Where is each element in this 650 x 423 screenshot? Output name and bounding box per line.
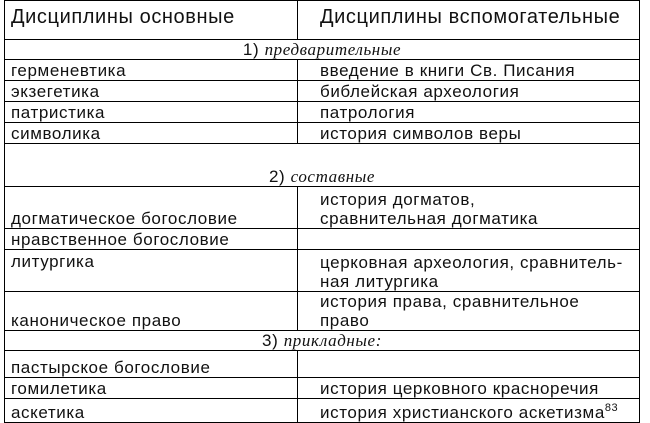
aux-line: сравнительная догматика — [320, 209, 539, 228]
main-discipline-cell: нравственное богословие — [5, 229, 298, 250]
aux-text: история христианского аскетизма — [320, 403, 605, 422]
table-row — [5, 250, 640, 292]
section-title: прикладные — [283, 331, 376, 350]
aux-discipline-cell — [298, 351, 640, 378]
aux-discipline-cell: история символов веры — [298, 123, 640, 144]
table-row — [5, 187, 640, 229]
main-discipline-cell: символика — [5, 123, 298, 144]
section-number: 3) — [262, 331, 279, 350]
aux-line: церковная археология, сравнитель- — [320, 253, 623, 272]
main-discipline-cell: патристика — [5, 102, 298, 123]
footnote-marker: 83 — [604, 402, 619, 414]
table-row — [5, 81, 640, 102]
aux-discipline-cell: библейская археология — [298, 81, 640, 102]
main-discipline-cell: аскетика — [5, 399, 298, 423]
main-discipline-cell: герменевтика — [5, 60, 298, 81]
table-row — [5, 399, 640, 423]
table-row — [5, 102, 640, 123]
section-number: 2) — [268, 167, 286, 186]
section-number: 1) — [242, 40, 260, 59]
main-discipline-cell: догматическое богословие — [5, 187, 298, 229]
table-row — [5, 60, 640, 81]
main-discipline-cell: экзегетика — [5, 81, 298, 102]
aux-line: история догматов, — [320, 190, 476, 209]
table-row — [5, 123, 640, 144]
aux-discipline-cell: введение в книги Св. Писания — [298, 60, 640, 81]
table-row — [5, 292, 640, 331]
section-title: составные — [290, 167, 376, 186]
header-main-disciplines: Дисциплины основные — [5, 1, 298, 40]
aux-discipline-cell: история церковного красноречия — [298, 378, 640, 399]
section-heading-applied — [5, 331, 640, 351]
header-row — [5, 1, 640, 40]
aux-discipline-cell — [298, 229, 640, 250]
section-title: предварительные — [264, 40, 402, 59]
aux-discipline-cell — [298, 399, 640, 423]
disciplines-table — [4, 0, 640, 423]
section-title-suffix: : — [375, 331, 382, 350]
table-row — [5, 378, 640, 399]
section-heading-constituent — [5, 144, 640, 187]
table-row — [5, 351, 640, 378]
section-heading-preliminary — [5, 40, 640, 60]
aux-discipline-cell — [298, 187, 640, 229]
table-row — [5, 229, 640, 250]
main-discipline-cell: пастырское богословие — [5, 351, 298, 378]
main-discipline-cell: гомилетика — [5, 378, 298, 399]
main-discipline-cell: каноническое право — [5, 292, 298, 331]
header-auxiliary-disciplines: Дисциплины вспомогательные — [298, 1, 640, 40]
aux-discipline-cell: история права, сравнительное право — [298, 292, 640, 331]
main-discipline-cell: литургика — [5, 250, 298, 292]
aux-discipline-cell: патрология — [298, 102, 640, 123]
aux-discipline-cell — [298, 250, 640, 292]
aux-line: ная литургика — [320, 272, 439, 291]
